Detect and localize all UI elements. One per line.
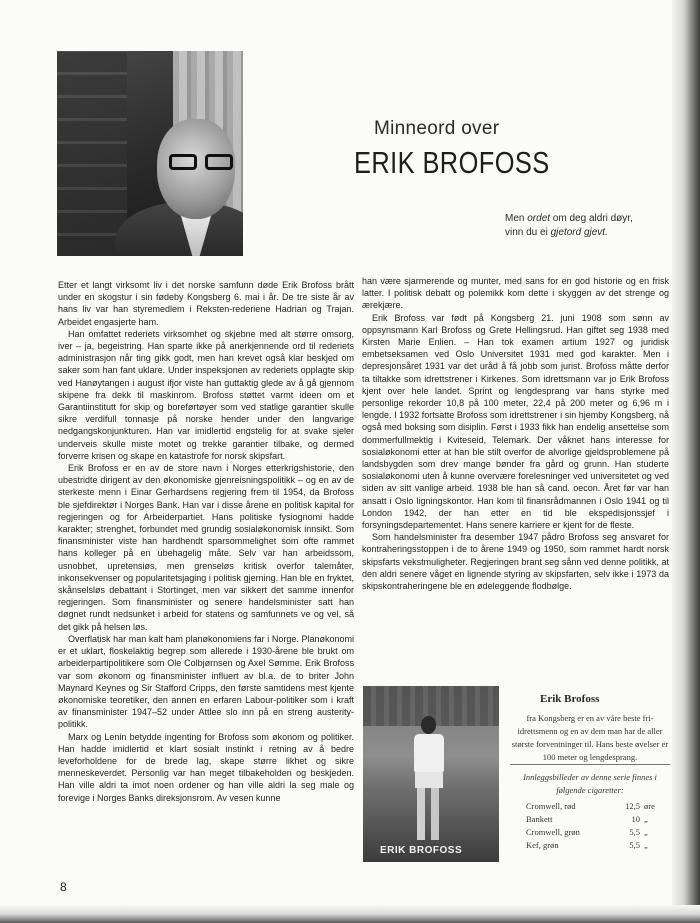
price-unit: øre [644,801,655,811]
portrait-photo [57,51,243,256]
card-description: fra Kongsberg er en av våre beste fri-idrettsmenn og en av dem man har de aller største forventninger til. Hans beste øvelser er 100 meter og lengdesprang. [511,713,669,762]
bookshelf [57,51,127,256]
paragraph: han være sjarmerende og munter, med sans for en god historie og en frisk latter. I politisk debatt og polemikk kom dette i skyggen av det strenge og ærekjære. [362,276,669,311]
right-column [362,275,669,592]
article-kicker: Minneord over [374,118,500,139]
paragraph: Overflatisk har man kalt ham planøkonomiens far i Norge. Planøkonomi er et uklart, floskelaktig begrep som allerede i 1930-årene ble brukt om arbeiderpartipolitikere som Ole Colbjørnsen og Axel Sømme. Erik Brofoss var som økonom og finansminister influert av bl.a. de to briter John Maynard Keynes og Sir Stafford Cripps, den første samtidens mest kjente økonomiske teoretiker, den annen en erfaren Labour-politiker som i kraft av finansminister 1947–52 under Attlee slo inn på en streng austerity-politikk. [58,633,354,730]
page-number: 8 [60,880,67,894]
photo-caption: ERIK BROFOSS [380,845,463,856]
paragraph: Erik Brofoss var født på Kongsberg 21. juni 1908 som sønn av oppsynsmann Karl Brofoss og Grete Hellingsrud. Han giftet seg 1938 med Kirsten Marie Enlien. – Han tok examen artium 1927 og juridisk embetseksamen ved Oslo Universitet 1931 med god karakter. Men i depresjonsåret 1931 var det uråd å få jobb som jurist. Brofoss måtte derfor ta tiltakke som idrettstrener i Kirkenes. Som idrettsmann var jo Erik Brofoss kjent over hele landet. Sprint og lengdesprang var hans styrke med personlige rekorder 10,8 på 100 meter, 22,4 på 200 meter og 6,96 m i lengde. I 1932 fortsatte Brofoss som idrettstrener i sin hjemby Kongsberg, nå også med boksing som disiplin. Først i 1933 fikk han endelig ansettelse som dommerfullmektig i Kviteseid, Telemark. Der våknet hans interesse for sosialøkonomi etter at han ble stilt overfor de alvorlige gjeldsproblemene på landsbygden som drev mange bønder fra gård og grunn. Han studerte sosialøkonomi uten å kunne overvære forelesninger ved universitetet og ved siden av sitt vanlige arbeid. 1938 ble han så cand. oecon. Året før var han ansatt i Oslo ligningskontor. Han kom til finansrådmannen i Oslo 1941 og til London 1942, der han etter en tid ble ekspedisjonssjef i forsyningsdepartementet. Hans senere karriere er kjent for de fleste. [362,312,669,531]
price-row [526,800,672,813]
price-brand: Kef, grøn [526,840,559,850]
price-value: 12,5 [625,801,640,811]
epigraph [505,212,675,240]
price-value: 10 [631,814,640,824]
epigraph-line-1: Men ordet om deg aldri døyr, [505,213,633,224]
paragraph: Etter et langt virksomt liv i det norske samfunn døde Erik Brofoss brått under en skogstur i sin fødeby Kongsberg 6. mai i år. De tre siste år av hans liv var han styremedlem i Reksten-rederiene Hadrian og Trajan. Arbeidet engasjerte ham. [58,280,354,327]
price-row [526,839,672,852]
price-unit: „ [644,840,648,850]
price-brand: Cromwell, grøn [526,827,580,837]
paragraph: Som handelsminister fra desember 1947 pådro Brofoss seg ansvaret for kontraheringsstoppen i de to årene 1949 og 1950, som rammet hardt norsk skipsfarts vekstmuligheter. Regjeringen brant seg sånn ved denne politikk, at den aldri senere våget en lignende styring av skipsfarten, selv ikke i 1973 da skipskontraheringene ble en ødeleggende flodbølge. [362,532,669,592]
card-divider [510,764,670,765]
price-brand: Bankett [526,814,553,824]
paragraph: Han omfattet rederiets virksomhet og skjebne med alt større omsorg, iver – ja, begeistring. Han sparte ikke på anerkjennende ord til rederiets administrasjon når ting gikk godt, men han krevet også klar beskjed om saker som han fant uklare. Under inspeksjonen av rederiets opplagte skip ved Hanøytangen i august ifjor viste han guttaktig glede av å gå gjennom skipene fra dekk til maskinrom. Brofoss støttet varmt ideen om et Garantiinstitutt for skip og boreførtøyer som ved statlige garantier skulle sikre verdifull tonnasje på norske hender under den langvarige nedgangskonjunkturen. Han var imidlertid engstelig for at svake sjeler underveis skulle miste motet og trekke garantier tilbake, og dermed forverre krisen og skape en katastrofe for norsk skipsfart. [58,328,354,461]
price-unit: „ [644,814,648,824]
price-value: 5,5 [629,840,640,850]
price-value: 5,5 [629,827,640,837]
paragraph: Erik Brofoss er en av de store navn i Norges etterkrigshistorie, den ubestridte dirigent av den økonomiske gjenreisningspolitikk – og en av de sterkeste menn i Einar Gerhardsens regjering frem til 1954, da Brofoss ble sjefdirektør i Norges Bank. Han var i disse årene en politisk kapital for regjeringen og for Arbeiderpartiet. Hans politiske fysiognomi hadde karakter; strenghet, forbundet med grundig sosialøkonomisk innsikt. Som finansminister viste han hardhendt sparsommelighet som ofte rammet hans kolleger på en ubehagelig måte. Selv var han arbeidssom, usnobbet, upretensiøs, men grenseløs kritisk overfor talemåter, inkonsekvenser og popularitetsjaging i politisk gjerning. Han ble en fryktet, skånselsløs debattant i Stortinget, men var sikkert det samme innenfor regjeringen. Som finansminister og senere handelsminister satt han døgnet rundt nedsunket i arbeid for statens og samfunnets ve og vel, så det gikk på helsen løs. [58,463,354,632]
athlete-figure [409,716,449,846]
price-table [526,800,672,852]
card-note: Innleggsbilleder av denne serie finnes i følgende cigaretter: [523,772,657,795]
article-title: ERIK BROFOSS [354,145,550,180]
price-brand: Cromwell, rød [526,801,576,811]
paragraph: Marx og Lenin betydde ingenting for Brofoss som økonom og politiker. Han hadde imidlertid et klart sosialt instinkt i retning av å bedre leveforholdene for de brede lag, skape større likhet og sikre menneskeverdet. Personlig var han meget tilbakeholden og beskjeden. Han ville aldri ta imot noen ordener og han ville aldri la seg male og forevige i Norges Banks direksjonsrom. Av vesen kunne [58,731,354,803]
left-column [58,279,354,804]
card-name: Erik Brofoss [540,693,600,705]
price-row [526,826,672,839]
price-unit: „ [644,827,648,837]
athlete-photo [363,686,499,862]
epigraph-line-2: vinn du ei gjetord gjevt. [505,227,608,238]
page-edge-shadow [672,0,700,923]
portrait-glasses [169,154,239,172]
page-bottom-shadow [0,905,700,923]
price-row [526,813,672,826]
